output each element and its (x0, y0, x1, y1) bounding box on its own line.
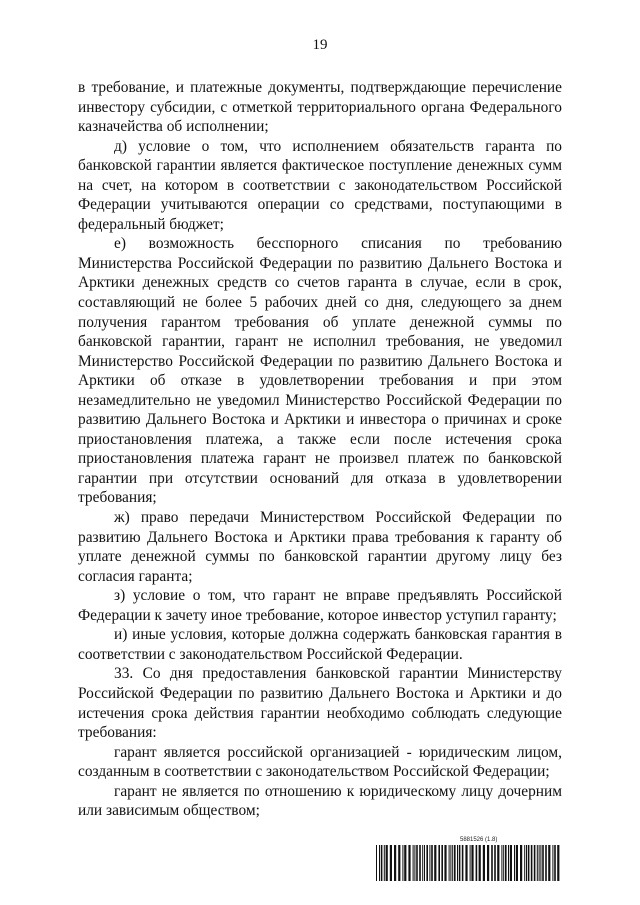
paragraph: гарант не является по отношению к юридическому лицу дочерним или зависимым обществом; (78, 782, 562, 820)
paragraph: в требование, и платежные документы, подтверждающие перечисление инвестору субсидии, с отметкой территориального органа Федерального казначейства об исполнении; (78, 79, 562, 136)
barcode (376, 845, 562, 881)
paragraph: 33. Со дня предоставления банковской гарантии Министерству Российской Федерации по развитию Дальнего Востока и Арктики и до истечения срока действия гарантии необходимо соблюдать следующие требования: (78, 665, 562, 742)
paragraph: ж) право передачи Министерством Российской Федерации по развитию Дальнего Востока и Арктики права требования к гаранту об уплате денежной суммы по банковской гарантии другому лицу без согласия гаранта; (78, 509, 562, 585)
paragraph: з) условие о том, что гарант не вправе предъявлять Российской Федерации к зачету иное требование, которое инвестор уступил гаранту; (78, 587, 562, 624)
paragraph: е) возможность бесспорного списания по требованию Министерства Российской Федерации по развитию Дальнего Востока и Арктики денежных средств со счетов гаранта в случае, если в срок, составляющий не более 5 рабочих дней со дня, следующего за днем получения гарантом требования об уплате денежной суммы по банковской гарантии, гарант не исполнил требования, не уведомил Министерство Российской Федерации по развитию Дальнего Востока и Арктики об отказе в удовлетворении требования и при этом незамедлительно не уведомил Министерство Российской Федерации по развитию Дальнего Востока и Арктики и инвестора о причинах и сроке приостановления платежа, а также если после истечения срока приостановления платежа гарант не произвел платеж по банковской гарантии при отсутствии оснований для отказа в удовлетворении требования; (78, 235, 562, 507)
paragraph: гарант является российской организацией - юридическим лицом, созданным в соответствии с законодательством Российской Федерации; (78, 743, 562, 781)
page-number: 19 (312, 37, 328, 53)
document-code: 5881526 (1.8) (460, 837, 498, 843)
document-body (78, 78, 562, 821)
paragraph: и) иные условия, которые должна содержать банковская гарантия в соответствии с законодательством Российской Федерации. (78, 626, 562, 663)
paragraph: д) условие о том, что исполнением обязательств гаранта по банковской гарантии является фактическое поступление денежных сумм на счет, на котором в соответствии с законодательством Российской Федерации учитываются операции со средствами, поступающими в федеральный бюджет; (78, 137, 562, 233)
